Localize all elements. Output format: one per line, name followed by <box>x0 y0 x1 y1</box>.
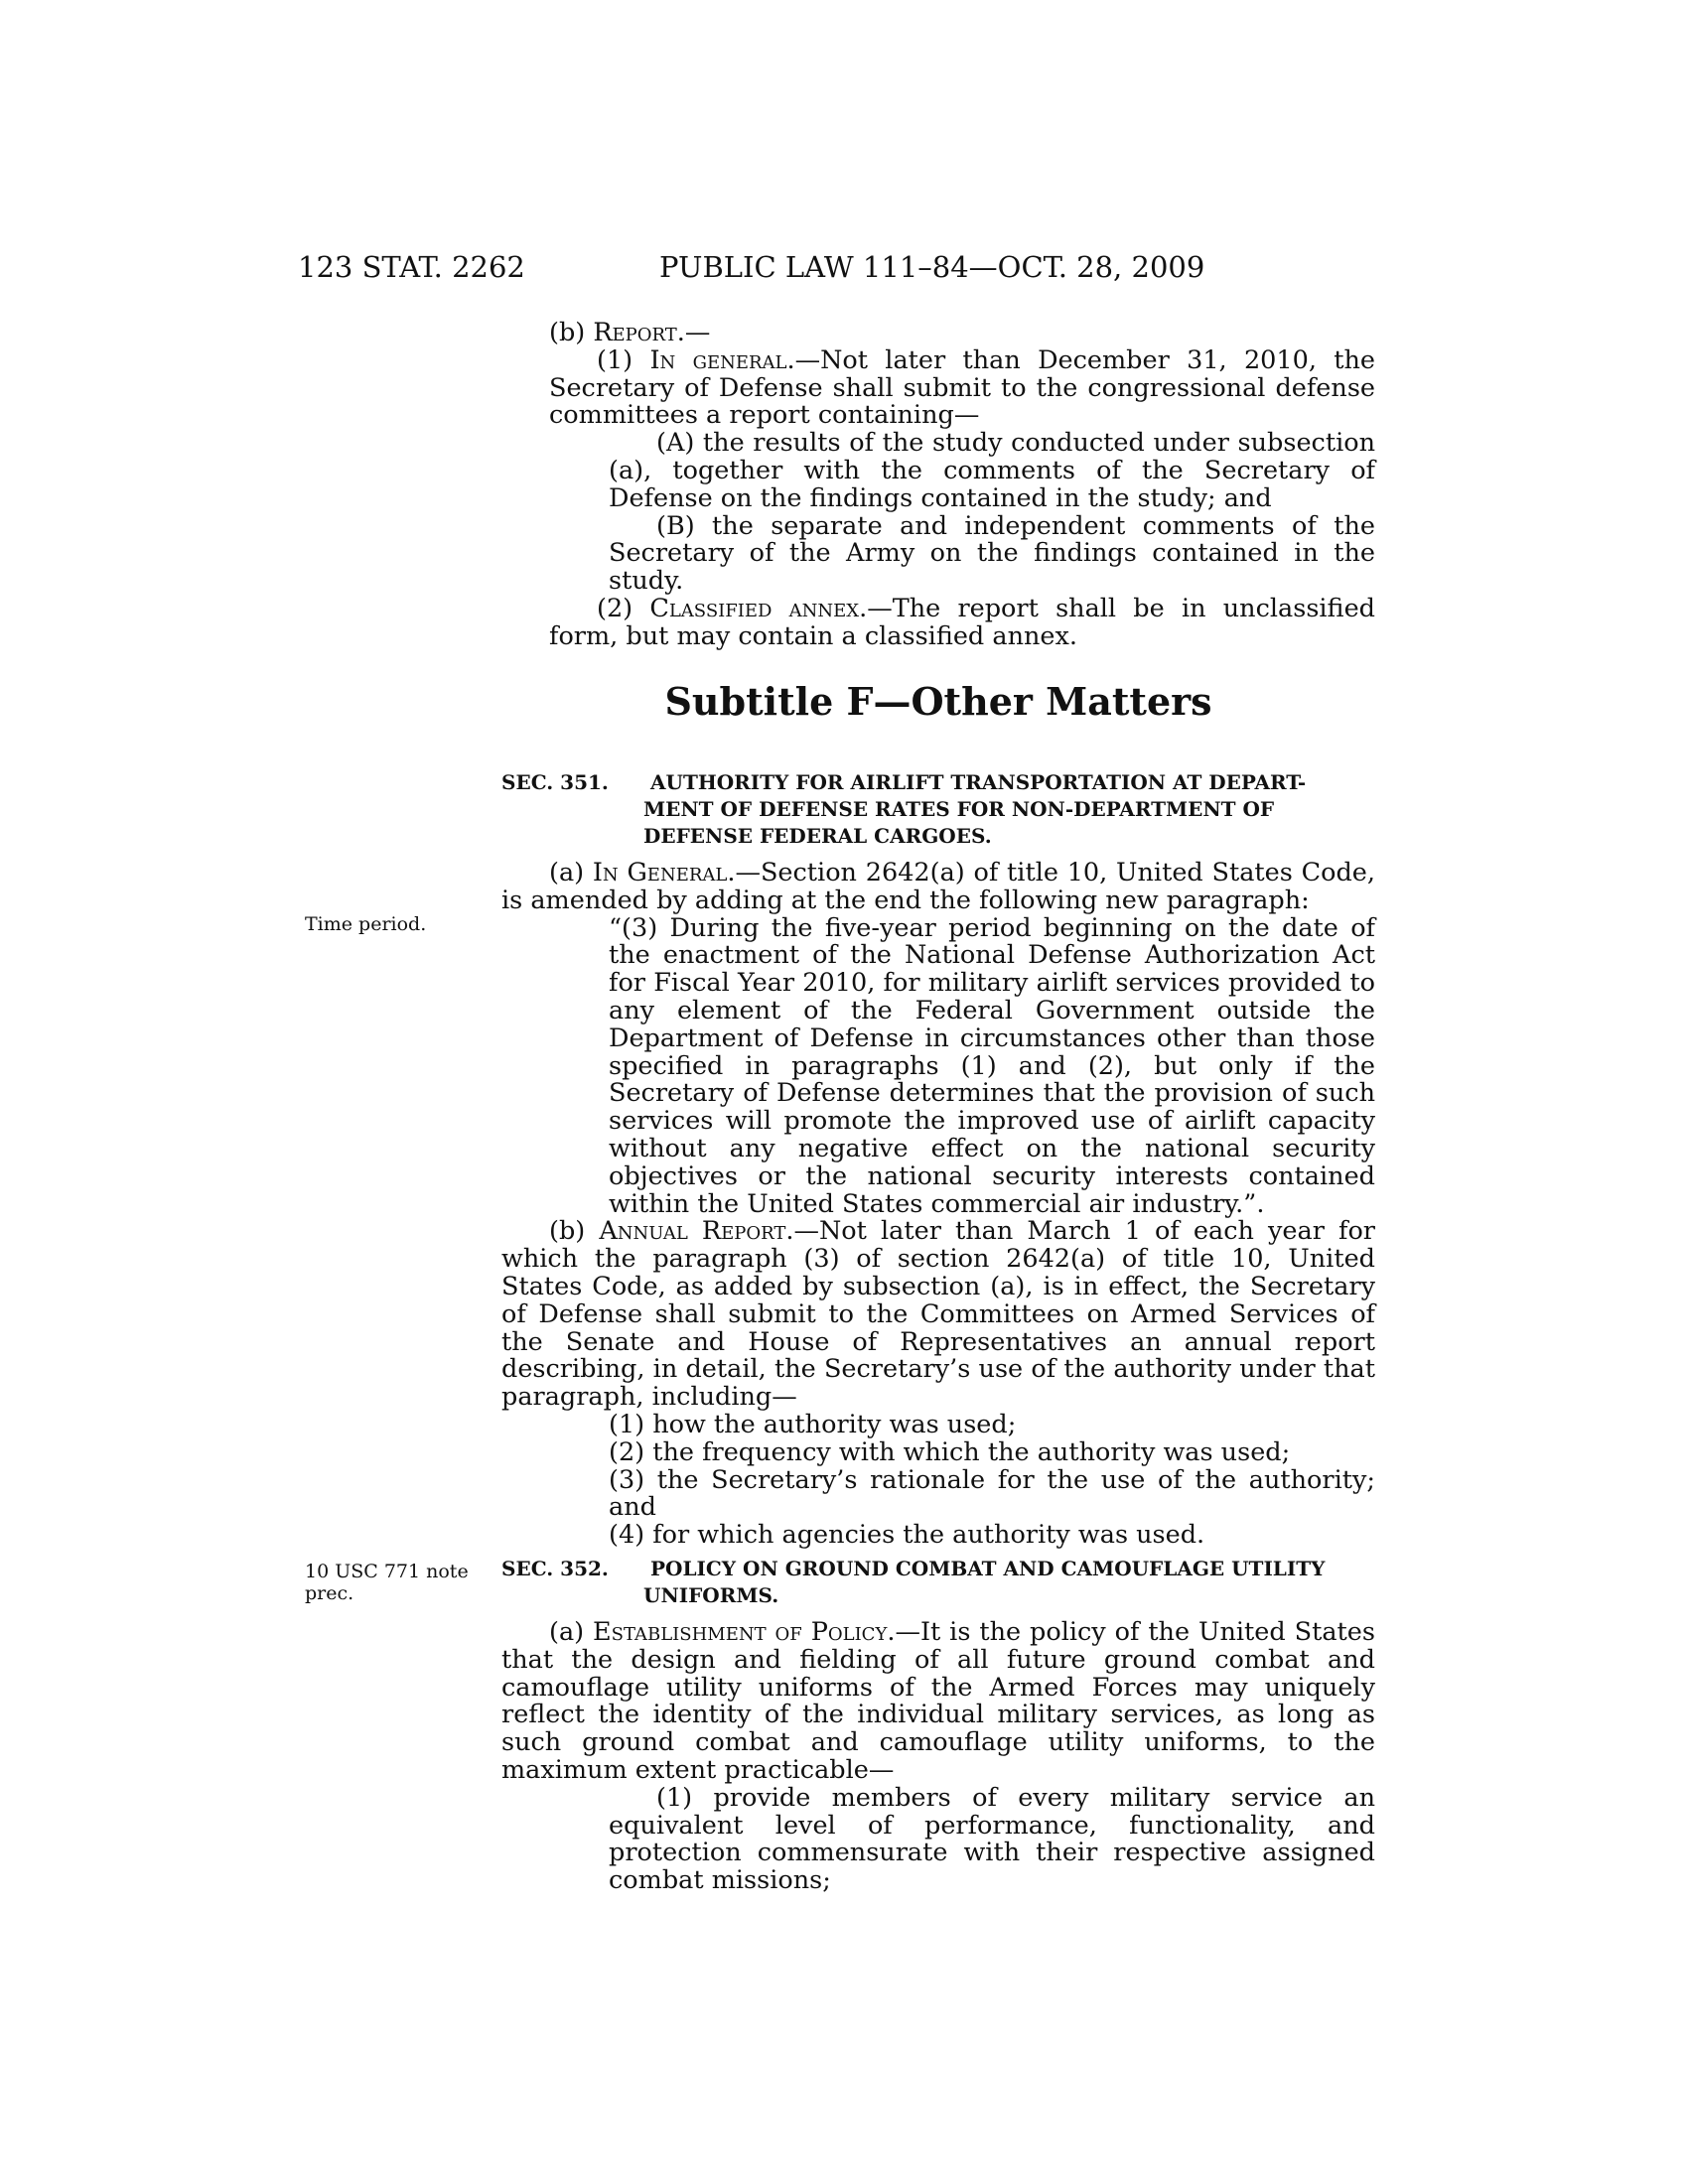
sec-351-quoted-paragraph: “(3) During the five-year period beginning on the date of the enactment of the National Defense Authorization Act for Fiscal Year 2010, for military airlift services provided to any element of the Federal Government outside the Department of Defense in circumstances other than those specified in paragraphs (1) and (2), but only if the Secretary of Defense determines that the provision of such services will promote the improved use of airlift capacity without any negative effect on the national security objectives or the national security interests contained within the United States commercial air industry.”. <box>609 912 1375 1219</box>
margin-note-time-period: Time period. <box>305 913 427 935</box>
sec-351-item-1: (1) how the authority was used; <box>609 1409 1017 1439</box>
sec-351-a: (a) In General.—Section 2642(a) of title 10, United States Code, is amended by adding at the end the following new paragraph: <box>501 858 1375 915</box>
sec-352-a: (a) Establishment of Policy.—It is the policy of the United States that the design and fielding of all future ground combat and camouflage utility uniforms of the Armed Forces may uniquely reflect the identity of the individual military services, as long as such ground combat and camouflage utility uniforms, to the maximum extent practicable— <box>501 1617 1375 1785</box>
stat-page-number: 123 STAT. 2262 <box>298 250 525 284</box>
sec-351-item-3: (3) the Secretary’s rationale for the use of the authority; and <box>609 1464 1375 1523</box>
sec-352-body <box>501 1619 1375 1895</box>
sec-352-item-1: (1) provide members of every military service an equivalent level of performance, functionality, and protection commensurate with their respective assigned combat missions; <box>609 1782 1375 1896</box>
report-para-A: (A) the results of the study conducted under subsection (a), together with the comments of the Secretary of Defense on the findings contained in the study; and <box>609 428 1375 513</box>
sec-351-item-2: (2) the frequency with which the authority was used; <box>609 1436 1291 1467</box>
sec-351-item-4: (4) for which agencies the authority was used. <box>609 1520 1205 1551</box>
report-para-1: (1) In general.—Not later than December 31, 2010, the Secretary of Defense shall submit to the congressional defense committees a report containing— <box>549 344 1376 431</box>
report-para-2: (2) Classified annex.—The report shall be in unclassified form, but may contain a classified annex. <box>549 593 1375 651</box>
running-header: PUBLIC LAW 111–84—OCT. 28, 2009 <box>659 250 1205 284</box>
sec-351-heading: SEC. 351. AUTHORITY FOR AIRLIFT TRANSPORTATION AT DEPART- MENT OF DEFENSE RATES FOR NON-DEPARTMENT OF DEFENSE FEDERAL CARGOES. <box>501 770 1307 848</box>
subtitle-heading: Subtitle F—Other Matters <box>664 679 1212 724</box>
report-section <box>501 320 1375 651</box>
margin-note-usc: 10 USC 771 note prec. <box>305 1561 469 1604</box>
sec-351-b: (b) Annual Report.—Not later than March 1 of each year for which the paragraph (3) of section 2642(a) of title 10, United States Code, as added by subsection (a), is in effect, the Secretary of Defense shall submit to the Committees on Armed Services of the Senate and House of Representatives an annual report describing, in detail, the Secretary’s use of the authority under that paragraph, including— <box>501 1216 1375 1413</box>
sec-352-heading: SEC. 352. POLICY ON GROUND COMBAT AND CAMOUFLAGE UTILITY UNIFORMS. <box>501 1557 1326 1607</box>
report-para-B: (B) the separate and independent comments of the Secretary of the Army on the findings contained in the study. <box>609 510 1375 597</box>
report-heading: (b) Report.— <box>549 318 711 347</box>
sec-351-body <box>501 860 1375 1550</box>
